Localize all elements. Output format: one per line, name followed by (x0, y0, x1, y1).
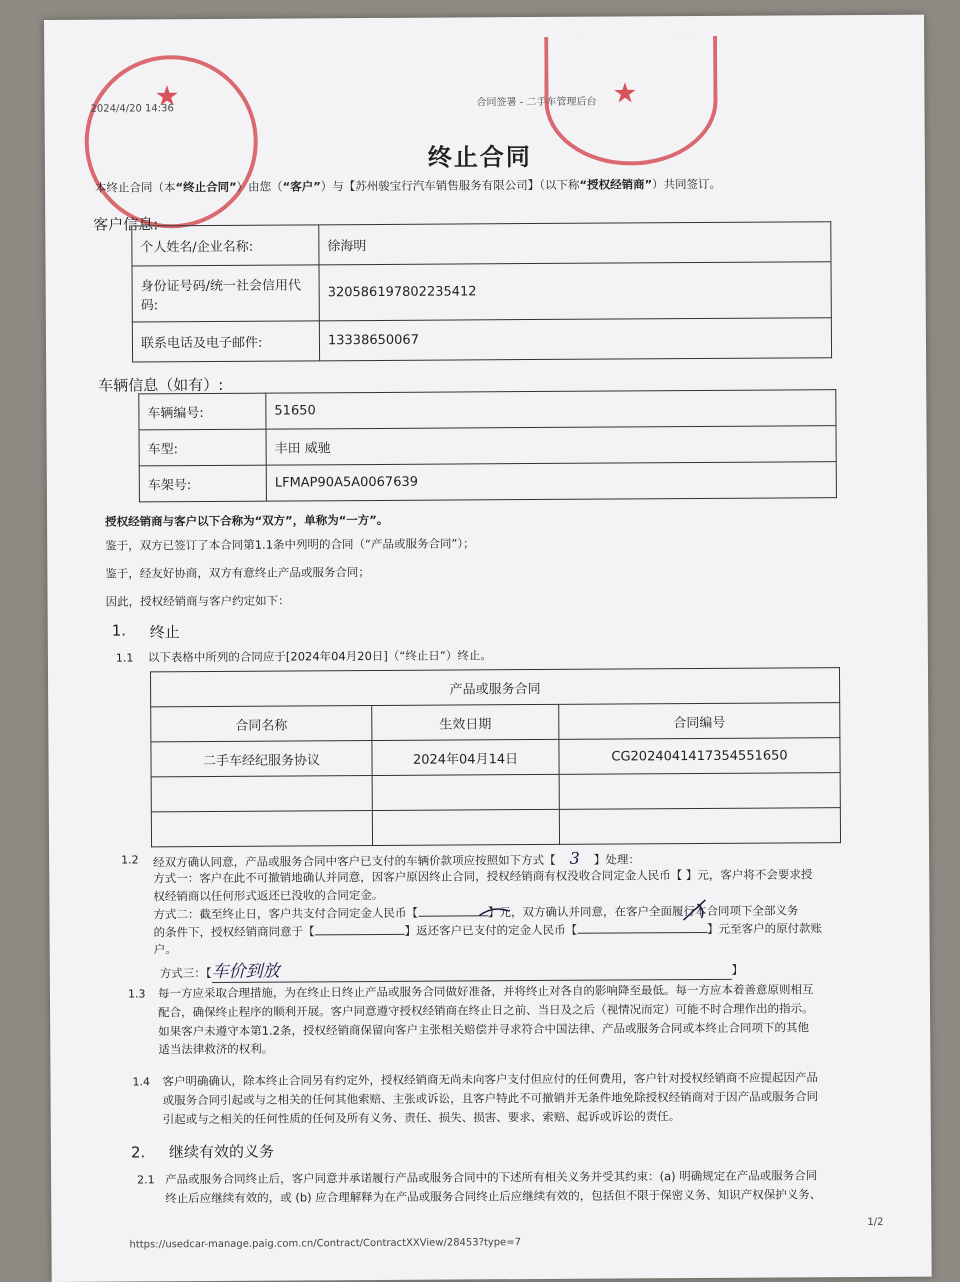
vehicle-model-label: 车型: (139, 429, 266, 466)
page-title: 终止合同 (427, 143, 532, 172)
customer-id-label: 身份证号码/统一社会信用代码: (132, 265, 319, 322)
clause-1-4-number: 1.4 (132, 1075, 151, 1089)
contract-page (44, 15, 932, 1282)
cell-contract-name: 二手车经纪服务协议 (151, 741, 372, 777)
customer-name-value: 徐海明 (319, 222, 831, 265)
clause-1-4-line-3: 引起或与之相关的任何性质的任何及所有义务、责任、损失、损害、要求、索赔、起诉或诉讼的责任。 (162, 1109, 681, 1127)
customer-table (131, 221, 832, 362)
clause-1-4-line-1: 客户明确确认，除本终止合同另有约定外，授权经销商无尚未向客户支付但应付的任何费用，客户针对授权经销商不应提起因产品 (162, 1070, 819, 1089)
clause-1-4-line-2: 或服务合同引起或与之相关的任何其他索赔、主张或诉讼，且客户特此不可撤销并无条件地免除授权经销商对于因产品或服务合同 (162, 1089, 819, 1108)
left-seal-star-icon: ★ (154, 79, 180, 113)
customer-id-value: 320586197802235412 (319, 262, 831, 321)
strike-mark-icon (469, 896, 729, 928)
contract-list-table (150, 667, 841, 847)
clause-1-2-number: 1.2 (121, 853, 139, 867)
table-row (150, 668, 839, 707)
footer-url: https://usedcar-manage.paig.com.cn/Contract/ContractXXView/28453?type=7 (129, 1237, 522, 1251)
clause-1-2-line-7: 方式三：【车价到放 】 (160, 954, 743, 984)
cell-contract-number: CG20240414173545516​50 (559, 738, 840, 775)
table-row (132, 222, 831, 266)
customer-name-label: 个人姓名/企业名称: (132, 225, 319, 266)
method-handwritten: 3 (569, 848, 580, 868)
table-row (151, 808, 840, 847)
print-timestamp: 2024/4/20 14:36 (90, 103, 174, 115)
clause-1-2-line-6: 户。 (153, 942, 177, 957)
contract-table-caption: 产品或服务合同 (150, 668, 839, 707)
cell-effective-date: 2024年04月14日 (372, 739, 559, 775)
intro-paragraph: 本终止合同（本“终止合同”）由您（“客户”）与【苏州骏宝行汽车销售服务有限公司】（以下称“授权经销商”）共同签订。 (94, 176, 722, 195)
section-1-title: 终止 (149, 623, 180, 642)
vehicle-heading: 车辆信息（如有）: (98, 375, 224, 395)
table-row (132, 262, 831, 322)
table-row (151, 773, 840, 812)
table-row (139, 462, 836, 502)
section-2-number: 2. (130, 1143, 146, 1162)
table-row (151, 703, 840, 742)
vehicle-vin-label: 车架号: (139, 465, 266, 502)
clause-1-2-line-2: 方式一：客户在此不可撤销地确认并同意，因客户原因终止合同，授权经销商有权没收合同定金人民币【 】元，客户将不会要求授 (153, 867, 813, 886)
vehicle-vin-value: LFMAP90A5A0067639 (266, 462, 836, 501)
vehicle-table (138, 389, 837, 502)
clause-2-1-line-1: 产品或服务合同终止后，客户同意并承诺履行产品或服务合同中的下述所有相关义务并受其约束：(a) 明确规定在产品或服务合同 (165, 1168, 818, 1187)
recital-4: 因此，授权经销商与客户约定如下： (105, 593, 290, 609)
clause-2-1-number: 2.1 (137, 1173, 155, 1187)
header-contract-name: 合同名称 (151, 706, 372, 742)
method-three-handwritten: 车价到放 (211, 954, 731, 983)
table-row (139, 390, 836, 430)
recital-3: 鉴于，经友好协商，双方有意终止产品或服务合同； (105, 565, 370, 581)
clause-1-3-line-1: 每一方应采取合理措施，为在终止日终止产品或服务合同做好准备，并将终止对各自的影响降至最低。每一方应本着善意原则相互 (157, 982, 814, 1001)
recital-1: 授权经销商与客户以下合称为“双方”，单称为“一方”。 (105, 512, 389, 529)
header-effective-date: 生效日期 (372, 704, 559, 740)
recital-2: 鉴于，双方已签订了本合同第1.1条中列明的合同（“产品或服务合同”）； (105, 536, 475, 553)
table-row (139, 426, 836, 466)
header-contract-number: 合同编号 (559, 703, 840, 740)
clause-2-1-line-2: 终止后应继续有效的，或 (b) 应合理解释为在产品或服务合同终止后应继续有效的，包括但不限于保密义务、知识产权保护义务、 (165, 1187, 822, 1206)
section-1-number: 1. (111, 621, 127, 640)
right-seal-star-icon: ★ (612, 76, 638, 110)
clause-1-2-line-4: 方式二：截至终止日，客户共支付合同定金人民币【 】元，双方确认并同意，在客户全面履行本合同项下全部义务 (153, 903, 799, 922)
vehicle-number-value: 51650 (266, 390, 836, 429)
clause-1-3-line-3: 如果客户未遵守本第1.2条，授权经销商保留向客户主张相关赔偿并寻求符合中国法律、产品或服务合同或本终止合同项下的其他 (158, 1020, 810, 1039)
clause-1-1-text: 以下表格中所列的合同应于[2024年04月20日]（“终止日”）终止。 (147, 648, 492, 665)
customer-contact-label: 联系电话及电子邮件: (132, 321, 319, 362)
table-row (132, 318, 831, 362)
clause-1-2-line-1: 经双方确认同意，产品或服务合同中客户已支付的车辆价款项应按照如下方式【 3 】处理： (153, 848, 640, 870)
customer-heading: 客户信息: (93, 215, 159, 234)
vehicle-number-label: 车辆编号: (139, 393, 266, 430)
clause-1-3-line-2: 配合，确保终止程序的顺利开展。客户同意遵守授权经销商在终止日之前、当日及之后（视情况而定）可能不时合理作出的指示。 (158, 1001, 814, 1020)
clause-1-2-line-3: 权经销商以任何形式返还已没收的合同定金。 (153, 887, 384, 904)
clause-1-3-line-4: 适当法律救济的权利。 (158, 1041, 274, 1057)
clause-1-3-number: 1.3 (127, 987, 146, 1001)
page-number: 1/2 (867, 1216, 884, 1228)
table-row (151, 738, 840, 777)
vehicle-model-value: 丰田 威驰 (266, 426, 836, 465)
clause-1-1-number: 1.1 (115, 651, 134, 665)
customer-contact-value: 13338650067 (319, 318, 831, 361)
clause-1-2-line-5: 的条件下，授权经销商同意于【 】返还客户已支付的定金人民币【 】元至客户的原付款账 (153, 921, 823, 940)
system-header: 合同签署 - 二手车管理后台 (476, 96, 597, 109)
section-2-title: 继续有效的义务 (168, 1142, 274, 1162)
